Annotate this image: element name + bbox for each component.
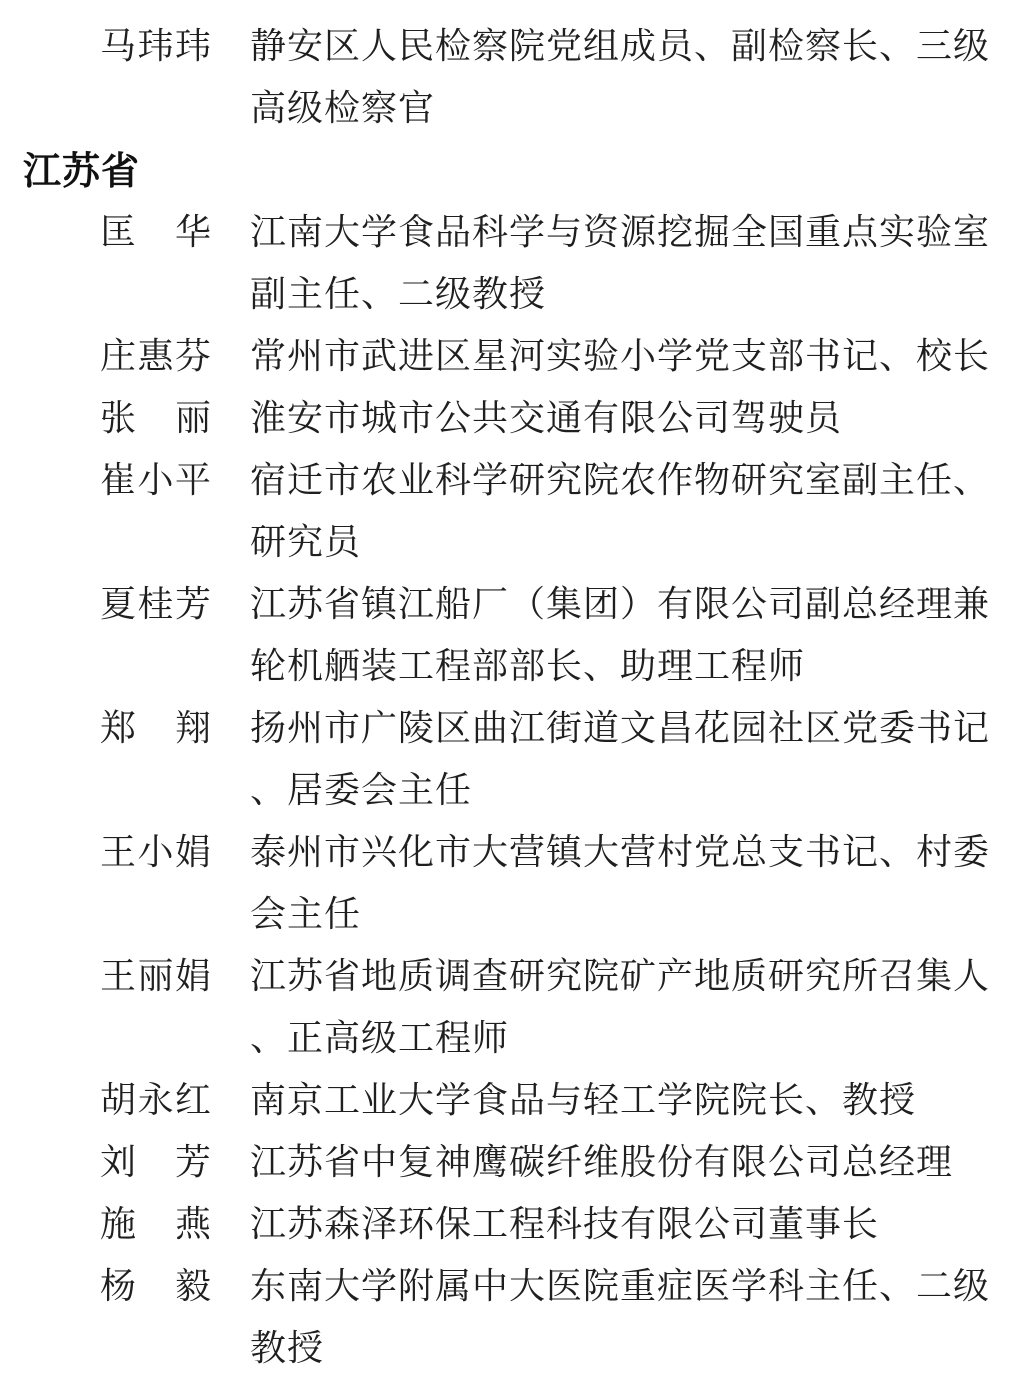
entry-row (0, 1256, 1025, 1380)
person-name: 胡永红 (100, 1080, 212, 1121)
person-name: 崔小平 (100, 460, 212, 501)
entry-row (0, 946, 1025, 1070)
person-name: 刘芳 (100, 1142, 212, 1183)
person-name: 王丽娟 (100, 956, 212, 997)
person-name: 施燕 (100, 1204, 212, 1245)
province-header: 江苏省 (23, 149, 141, 193)
entry-row (0, 326, 1025, 388)
person-title: 江苏省地质调查研究院矿产地质研究所召集人、正高级工程师 (250, 956, 991, 1059)
entry-row (0, 202, 1025, 326)
person-title: 南京工业大学食品与轻工学院院长、教授 (250, 1080, 917, 1121)
person-title: 江苏省镇江船厂（集团）有限公司副总经理兼轮机舾装工程部部长、助理工程师 (250, 584, 991, 687)
entry-row (0, 698, 1025, 822)
person-title: 静安区人民检察院党组成员、副检察长、三级高级检察官 (250, 26, 991, 129)
person-name: 马玮玮 (100, 26, 212, 67)
person-name: 王小娟 (100, 832, 212, 873)
person-name: 杨毅 (100, 1266, 212, 1307)
person-title: 泰州市兴化市大营镇大营村党总支书记、村委会主任 (250, 832, 991, 935)
entry-row (0, 1070, 1025, 1132)
person-name: 夏桂芳 (100, 584, 212, 625)
person-title: 扬州市广陵区曲江街道文昌花园社区党委书记、居委会主任 (250, 708, 991, 811)
entry-row (0, 388, 1025, 450)
entry-row (0, 574, 1025, 698)
entry-row (0, 1194, 1025, 1256)
person-name: 张丽 (100, 398, 212, 439)
person-title: 东南大学附属中大医院重症医学科主任、二级教授 (250, 1266, 991, 1369)
entry-row (0, 822, 1025, 946)
person-name: 匡华 (100, 212, 212, 253)
person-title: 常州市武进区星河实验小学党支部书记、校长 (250, 336, 991, 377)
person-name: 庄惠芬 (100, 336, 212, 377)
person-title: 江南大学食品科学与资源挖掘全国重点实验室副主任、二级教授 (250, 212, 991, 315)
person-title: 江苏森泽环保工程科技有限公司董事长 (250, 1204, 880, 1245)
entry-row (0, 1132, 1025, 1194)
person-title: 江苏省中复神鹰碳纤维股份有限公司总经理 (250, 1142, 954, 1183)
person-name: 郑翔 (100, 708, 212, 749)
entry-row (0, 450, 1025, 574)
person-title: 淮安市城市公共交通有限公司驾驶员 (250, 398, 843, 439)
person-title: 宿迁市农业科学研究院农作物研究室副主任、研究员 (250, 460, 991, 563)
entry-row (0, 16, 1025, 140)
